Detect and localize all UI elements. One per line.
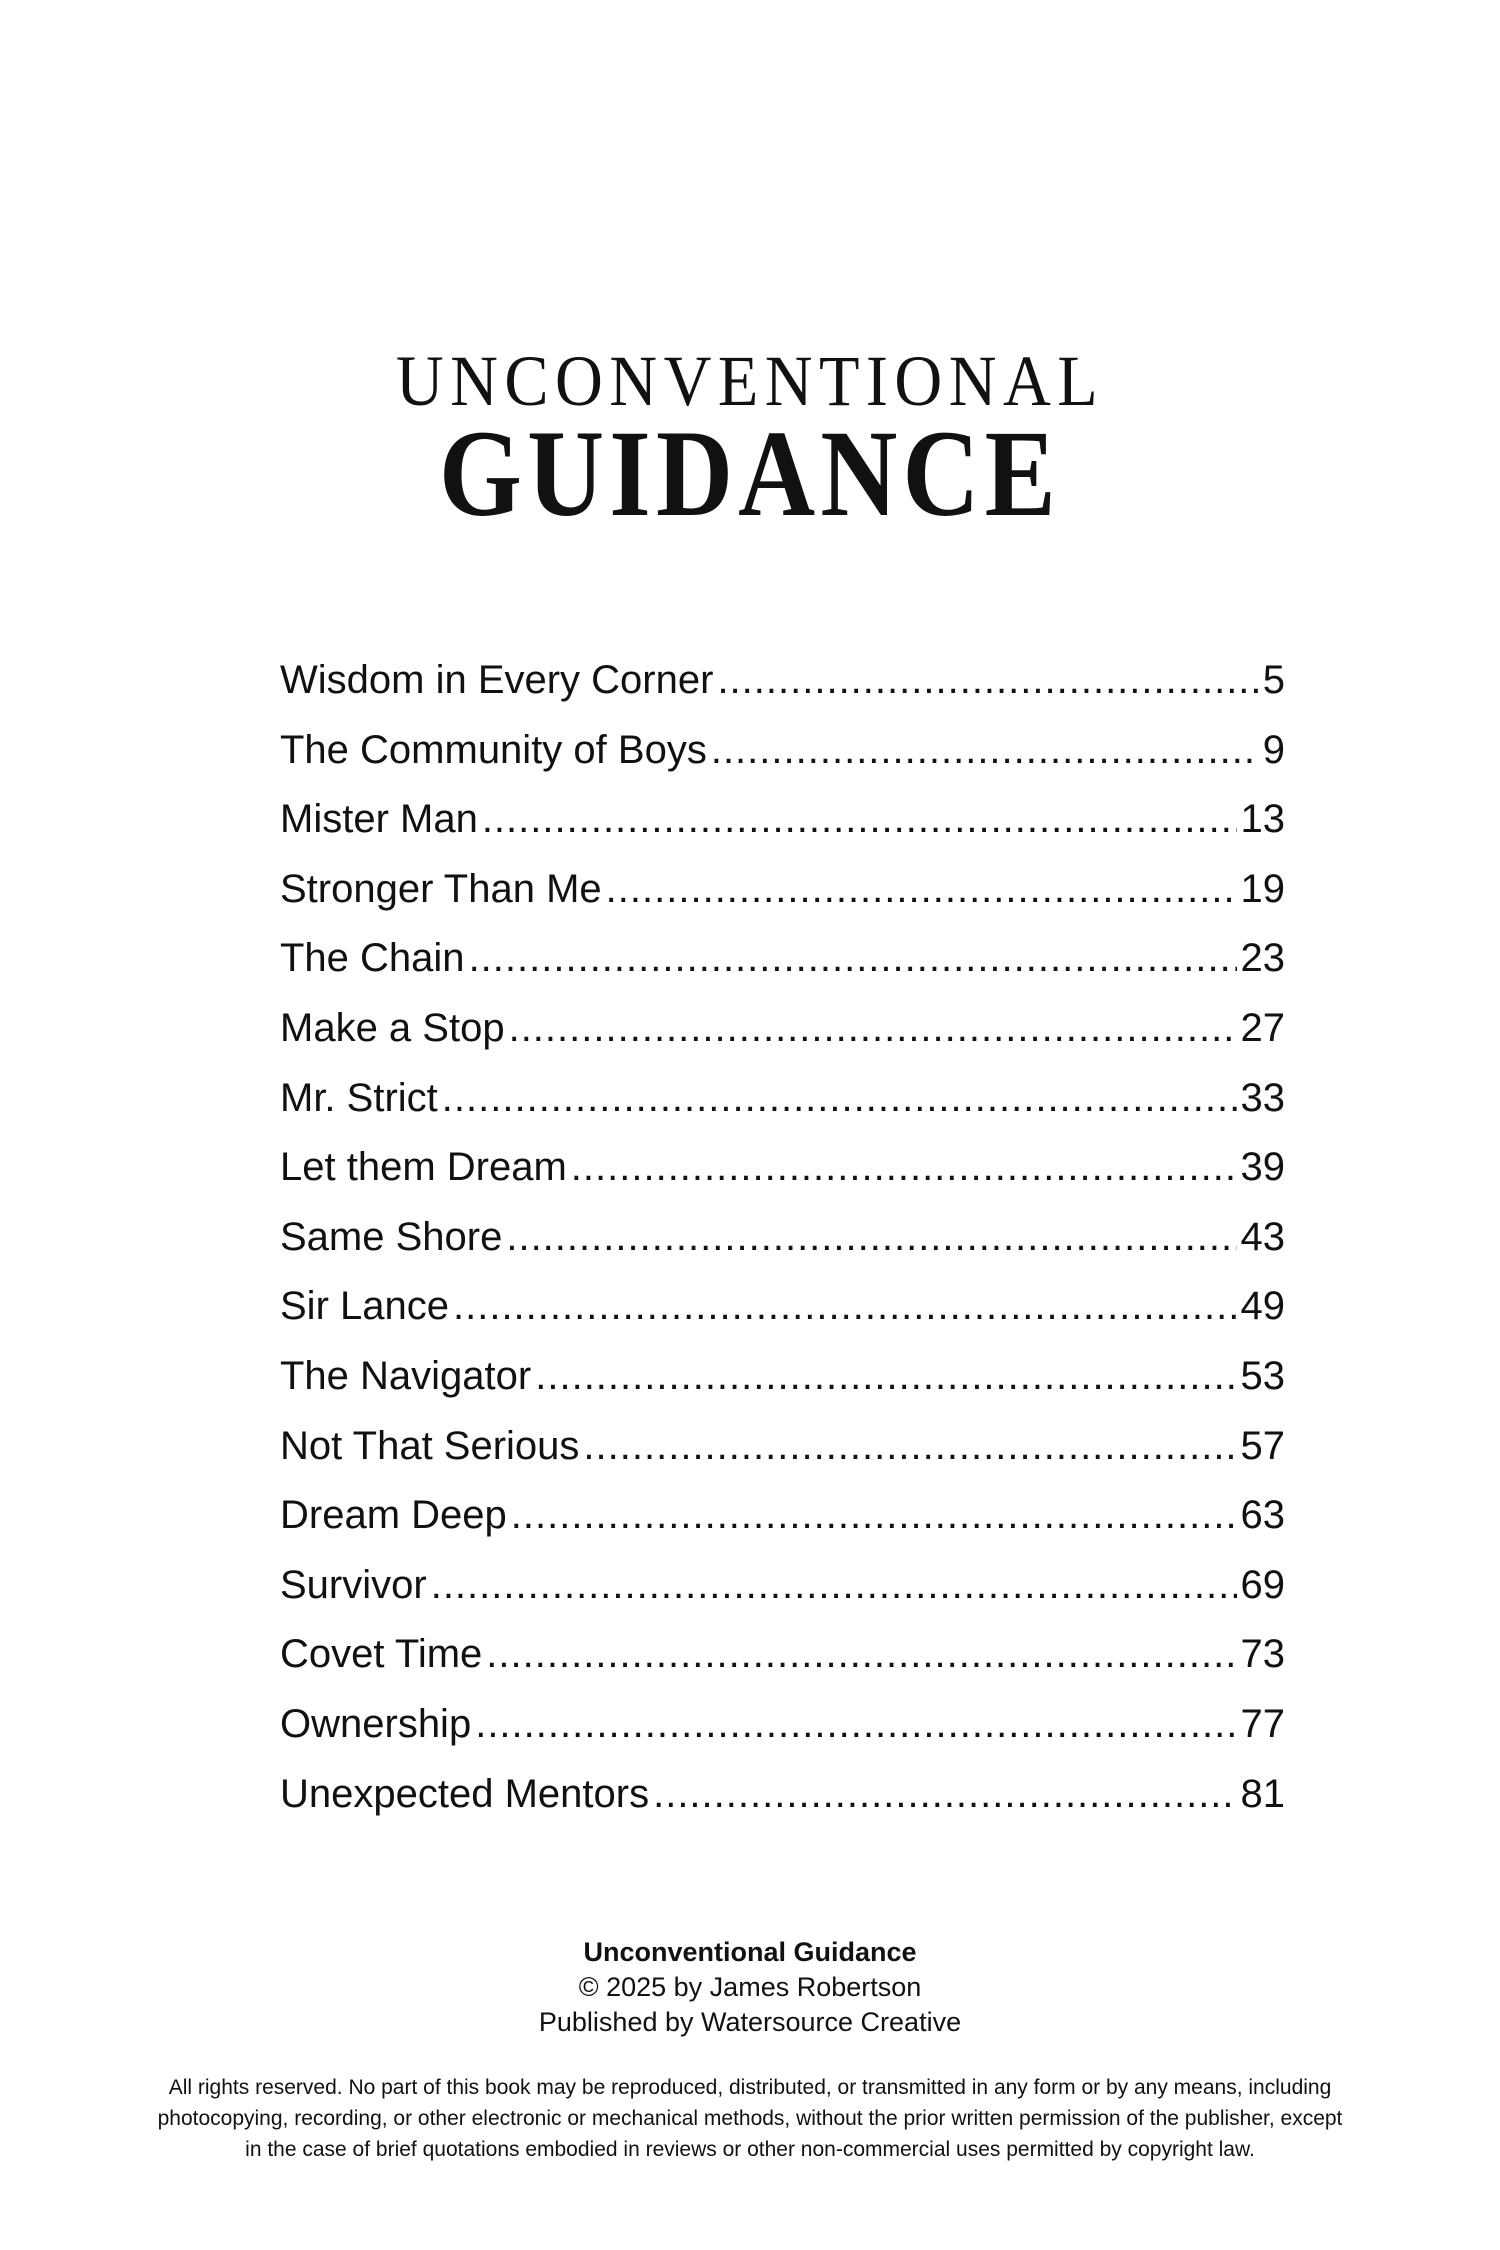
toc-entry xyxy=(280,936,1285,1006)
toc-entry-page-number: 23 xyxy=(1240,936,1285,981)
toc-entry-page-number: 19 xyxy=(1240,866,1285,911)
toc-dot-leader xyxy=(482,797,1237,842)
toc-entry-page-number: 33 xyxy=(1240,1075,1285,1120)
toc-entry xyxy=(280,867,1285,937)
toc-entry-title: Ownership xyxy=(280,1701,472,1746)
toc-entry-title: Unexpected Mentors xyxy=(280,1771,650,1816)
copyright-book-name: Unconventional Guidance xyxy=(583,1937,917,1967)
toc-entry xyxy=(280,658,1285,728)
toc-entry-page-number: 43 xyxy=(1240,1214,1285,1259)
toc-dot-leader xyxy=(717,658,1258,703)
toc-entry xyxy=(280,728,1285,798)
toc-dot-leader xyxy=(431,1563,1237,1608)
toc-dot-leader xyxy=(475,1702,1236,1747)
toc-entry xyxy=(280,1284,1285,1354)
toc-entry-page-number: 73 xyxy=(1240,1632,1285,1677)
toc-entry xyxy=(280,1424,1285,1494)
toc-entry-page-number: 9 xyxy=(1262,727,1285,772)
toc-entry-page-number: 69 xyxy=(1240,1562,1285,1607)
table-of-contents xyxy=(280,658,1285,1841)
toc-entry-title: Same Shore xyxy=(280,1214,503,1259)
toc-entry xyxy=(280,1006,1285,1076)
toc-entry-title: Dream Deep xyxy=(280,1493,507,1538)
toc-dot-leader xyxy=(571,1145,1237,1190)
toc-dot-leader xyxy=(506,1215,1236,1260)
toc-entry xyxy=(280,1632,1285,1702)
toc-dot-leader xyxy=(442,1076,1237,1121)
toc-entry-title: The Community of Boys xyxy=(280,727,707,772)
toc-dot-leader xyxy=(469,936,1237,981)
toc-entry xyxy=(280,1145,1285,1215)
legal-notice-line: All rights reserved. No part of this book may be reproduced, distributed, or transmitted in any form or by any means, including xyxy=(168,2076,1332,2099)
legal-notice-line: in the case of brief quotations embodied in reviews or other non-commercial uses permitted by copyright law. xyxy=(245,2138,1255,2161)
toc-entry xyxy=(280,1563,1285,1633)
toc-entry-title: Let them Dream xyxy=(280,1145,567,1190)
toc-dot-leader xyxy=(606,867,1237,912)
toc-entry-page-number: 63 xyxy=(1240,1493,1285,1538)
toc-entry-title: Mr. Strict xyxy=(280,1075,438,1120)
publisher-line: Published by Watersource Creative xyxy=(538,2007,962,2037)
legal-notice xyxy=(130,2072,1370,2165)
toc-entry-page-number: 5 xyxy=(1262,658,1285,702)
toc-entry xyxy=(280,1772,1285,1842)
toc-entry-title: Survivor xyxy=(280,1562,427,1607)
legal-notice-line: photocopying, recording, or other electronic or mechanical methods, without the prior written permission of the publisher, except xyxy=(157,2107,1343,2130)
toc-entry-title: Covet Time xyxy=(280,1632,483,1677)
toc-dot-leader xyxy=(653,1772,1236,1817)
copyright-notice: © 2025 by James Robertson xyxy=(578,1972,922,2002)
toc-entry xyxy=(280,1493,1285,1563)
toc-dot-leader xyxy=(583,1424,1236,1469)
toc-entry-title: Make a Stop xyxy=(280,1005,505,1050)
toc-dot-leader xyxy=(535,1354,1236,1399)
toc-entry-page-number: 77 xyxy=(1240,1701,1285,1746)
toc-entry-page-number: 81 xyxy=(1240,1771,1285,1816)
toc-entry-title: Wisdom in Every Corner xyxy=(280,658,714,702)
toc-entry xyxy=(280,1702,1285,1772)
toc-dot-leader xyxy=(453,1284,1237,1329)
toc-entry-page-number: 57 xyxy=(1240,1423,1285,1468)
book-title-line-1: UNCONVENTIONAL xyxy=(395,341,1105,421)
toc-entry-title: The Navigator xyxy=(280,1353,532,1398)
toc-dot-leader xyxy=(509,1006,1237,1051)
toc-entry-title: Sir Lance xyxy=(280,1284,449,1329)
copyright-block xyxy=(0,1935,1500,2040)
toc-entry-page-number: 13 xyxy=(1240,797,1285,842)
toc-entry xyxy=(280,797,1285,867)
book-title-line-2: GUIDANCE xyxy=(439,405,1061,542)
toc-entry xyxy=(280,1076,1285,1146)
toc-entry-title: Stronger Than Me xyxy=(280,866,602,911)
toc-dot-leader xyxy=(486,1632,1236,1677)
toc-entry-title: The Chain xyxy=(280,936,465,981)
toc-entry-title: Mister Man xyxy=(280,797,478,842)
toc-dot-leader xyxy=(711,728,1259,773)
toc-entry-page-number: 49 xyxy=(1240,1284,1285,1329)
toc-entry-page-number: 53 xyxy=(1240,1353,1285,1398)
toc-entry-page-number: 39 xyxy=(1240,1145,1285,1190)
toc-entry xyxy=(280,1215,1285,1285)
toc-dot-leader xyxy=(511,1493,1237,1538)
toc-entry xyxy=(280,1354,1285,1424)
toc-entry-page-number: 27 xyxy=(1240,1005,1285,1050)
toc-entry-title: Not That Serious xyxy=(280,1423,580,1468)
